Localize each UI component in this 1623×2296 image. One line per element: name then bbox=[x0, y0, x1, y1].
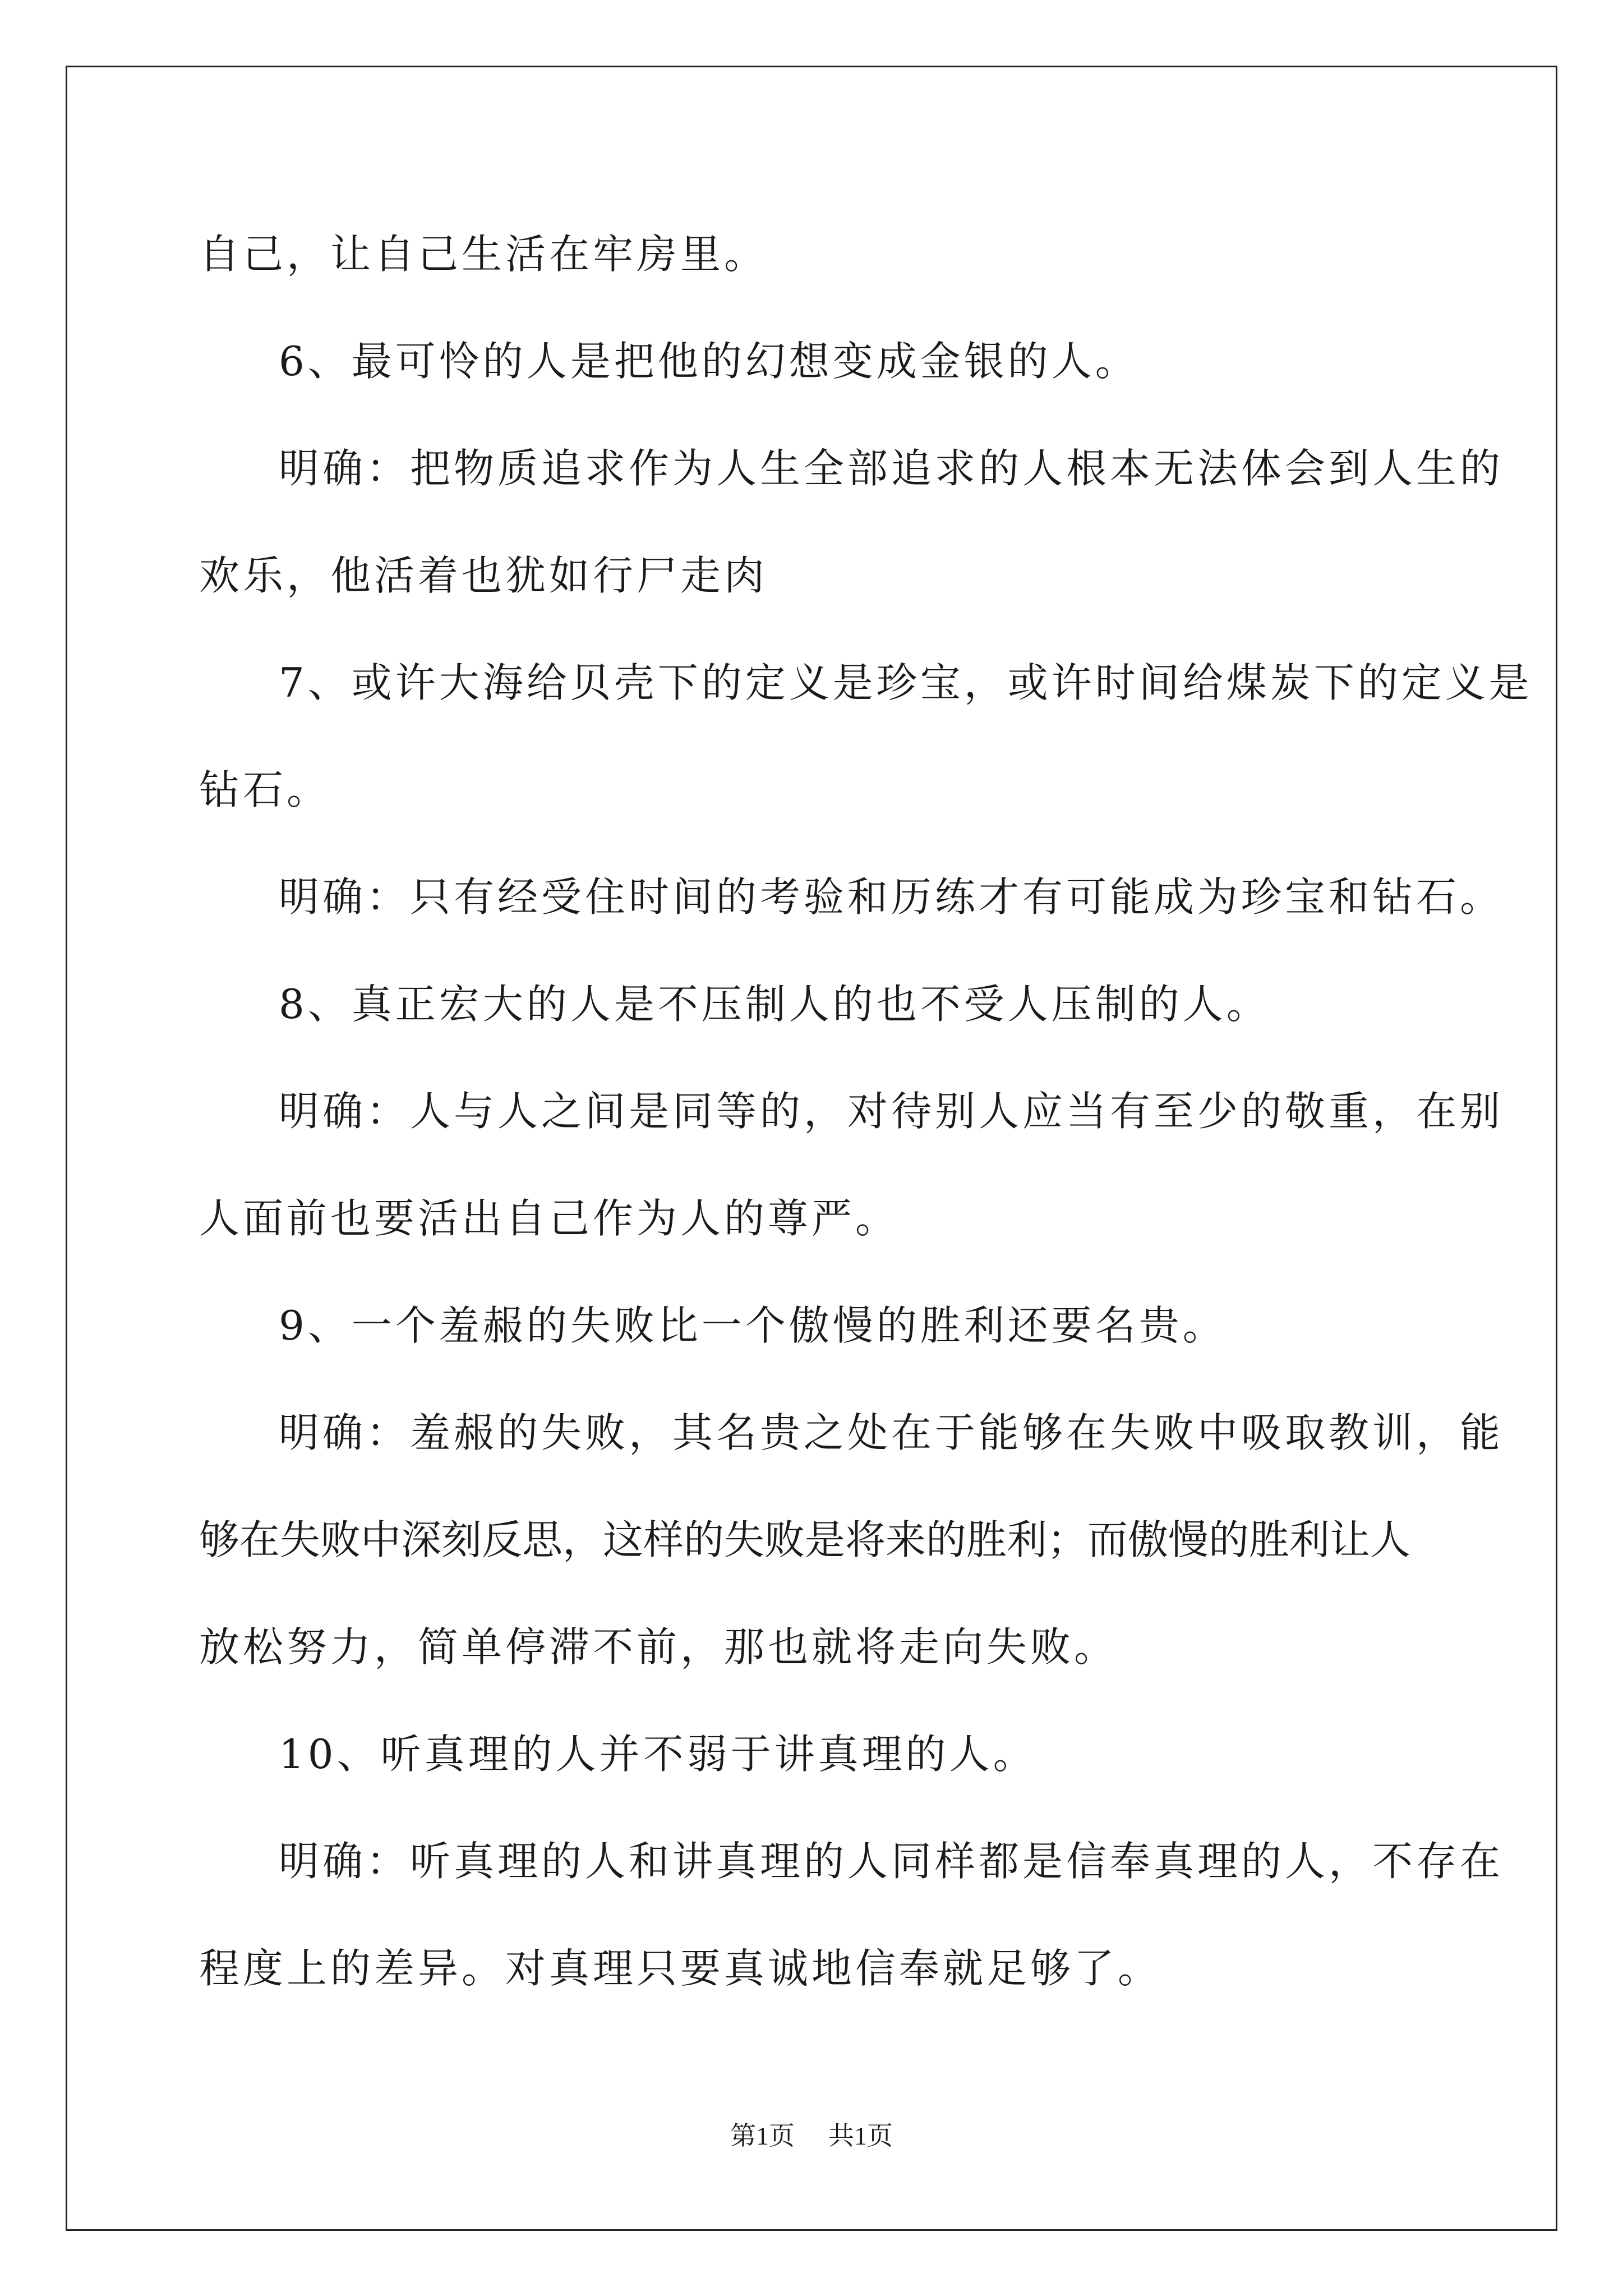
body-line: 够在失败中深刻反思，这样的失败是将来的胜利；而傲慢的胜利让人 bbox=[199, 1516, 1411, 1563]
body-line: 明确：羞赧的失败，其名贵之处在于能够在失败中吸取教训，能 bbox=[279, 1409, 1504, 1456]
body-line: 明确：把物质追求作为人生全部追求的人根本无法体会到人生的 bbox=[279, 445, 1504, 492]
body-line: 明确：听真理的人和讲真理的人同样都是信奉真理的人，不存在 bbox=[279, 1838, 1504, 1885]
page-border bbox=[66, 66, 1557, 2231]
body-line: 明确：人与人之间是同等的，对待别人应当有至少的敬重，在别 bbox=[279, 1088, 1504, 1135]
page-total: 共1页 bbox=[828, 2122, 893, 2150]
body-line: 7、或许大海给贝壳下的定义是珍宝，或许时间给煤炭下的定义是 bbox=[279, 659, 1533, 706]
body-line: 钻石。 bbox=[199, 766, 331, 813]
body-line: 欢乐，他活着也犹如行尸走肉 bbox=[199, 552, 768, 599]
page-number: 第1页 bbox=[730, 2122, 795, 2150]
body-line: 10、听真理的人并不弱于讲真理的人。 bbox=[279, 1731, 1037, 1778]
body-line: 人面前也要活出自己作为人的尊严。 bbox=[199, 1195, 900, 1242]
body-line: 明确：只有经受住时间的考验和历练才有可能成为珍宝和钻石。 bbox=[279, 873, 1504, 921]
body-line: 放松努力，简单停滞不前，那也就将走向失败。 bbox=[199, 1623, 1118, 1671]
body-line: 自己，让自己生活在牢房里。 bbox=[199, 231, 768, 278]
body-line: 6、最可怜的人是把他的幻想变成金银的人。 bbox=[279, 338, 1139, 385]
body-line: 8、真正宏大的人是不压制人的也不受人压制的人。 bbox=[279, 981, 1270, 1028]
body-line: 程度上的差异。对真理只要真诚地信奉就足够了。 bbox=[199, 1945, 1162, 1992]
body-line: 9、一个羞赧的失败比一个傲慢的胜利还要名贵。 bbox=[279, 1302, 1227, 1349]
page-footer bbox=[0, 2119, 1623, 2153]
